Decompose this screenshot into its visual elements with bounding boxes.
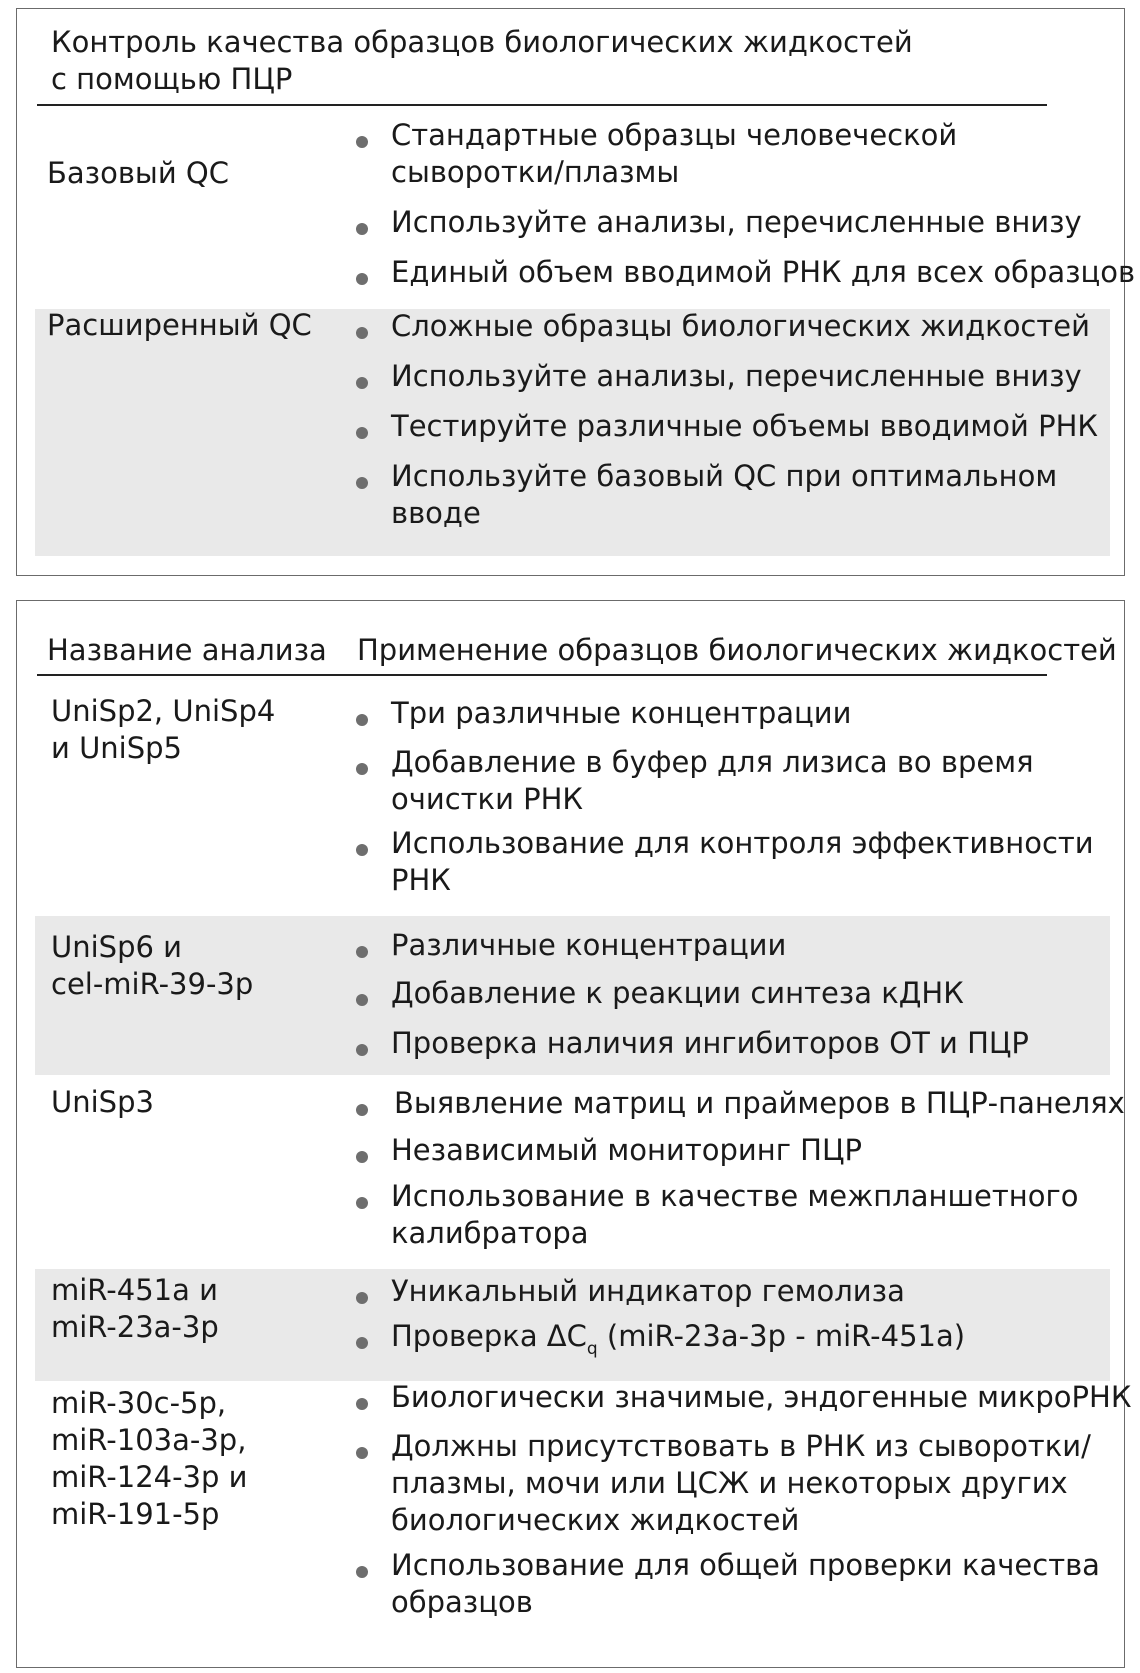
row-label-continued: miR-191-5p [51,1497,220,1531]
row-label: UniSp2, UniSp4 [51,694,276,728]
bullet-icon [356,136,368,148]
list-item: Три различные концентрации [391,696,852,730]
table1-title-line2: с помощью ПЦР [51,62,293,96]
list-item: Использование в качестве межпланшетного [391,1179,1079,1213]
row-label-continued: и UniSp5 [51,731,182,765]
bullet-icon [356,1044,368,1056]
list-item: Используйте анализы, перечисленные внизу [391,205,1082,239]
row-label-continued: cel-miR-39-3p [51,967,254,1001]
bullet-icon [356,377,368,389]
list-item: Проверка наличия ингибиторов ОТ и ПЦР [391,1026,1029,1060]
row-label-continued: miR-124-3p и [51,1460,248,1494]
list-item: Единый объем вводимой РНК для всех образцов [391,255,1136,289]
row-label-continued: miR-23a-3p [51,1310,219,1344]
list-item-continued: калибратора [391,1216,589,1250]
row-label: UniSp3 [51,1085,154,1119]
list-item: Использование для контроля эффективности [391,826,1094,860]
bullet-icon [356,1197,368,1209]
list-item-continued: РНК [391,863,451,897]
list-item: Должны присутствовать в РНК из сыворотки/ [391,1429,1091,1463]
list-item: Выявление матриц и праймеров в ПЦР-панелях [394,1086,1125,1120]
delta-cq-formula: (miR-23a-3p - miR-451a) [597,1319,966,1353]
list-item: Использование для общей проверки качества [391,1548,1100,1582]
list-item: Добавление в буфер для лизиса во время [391,745,1034,779]
table2-header-rule [37,674,1047,676]
list-item-continued: сыворотки/плазмы [391,155,680,189]
bullet-icon [356,844,368,856]
qc-overview-table [16,8,1136,576]
header-application: Применение образцов биологических жидкостей [357,633,1117,667]
bullet-icon [356,223,368,235]
bullet-icon [356,1104,368,1116]
list-item [391,1317,965,1360]
table1-header-rule [37,104,1047,106]
header-assay-name: Название анализа [47,633,327,667]
list-item-continued: плазмы, мочи или ЦСЖ и некоторых других [391,1466,1068,1500]
list-item: Сложные образцы биологических жидкостей [391,309,1090,343]
bullet-icon [356,327,368,339]
row-label-continued: miR-103a-3p, [51,1423,247,1457]
assay-table [16,600,1132,1668]
table1-title-line1: Контроль качества образцов биологических жидкостей [51,25,913,59]
delta-cq-label: Проверка ΔC [391,1319,587,1353]
list-item-continued: очистки РНК [391,782,584,816]
list-item: Стандартные образцы человеческой [391,118,958,152]
list-item: Биологически значимые, эндогенные микроРНК [391,1380,1132,1414]
list-item: Независимый мониторинг ПЦР [391,1133,862,1167]
subscript-q: q [586,1339,598,1359]
list-item: Добавление к реакции синтеза кДНК [391,976,964,1010]
row-label: miR-30c-5p, [51,1386,227,1420]
list-item: Различные концентрации [391,928,787,962]
bullet-icon [356,714,368,726]
bullet-icon [356,1398,368,1410]
bullet-icon [356,273,368,285]
bullet-icon [356,1447,368,1459]
bullet-icon [356,946,368,958]
bullet-icon [356,1566,368,1578]
list-item: Используйте базовый QC при оптимальном [391,459,1058,493]
list-item: Тестируйте различные объемы вводимой РНК [391,409,1098,443]
list-item: Уникальный индикатор гемолиза [391,1274,905,1308]
bullet-icon [356,1151,368,1163]
list-item-continued: образцов [391,1585,533,1619]
bullet-icon [356,763,368,775]
list-item-continued: биологических жидкостей [391,1503,800,1537]
bullet-icon [356,1337,368,1349]
row-label: UniSp6 и [51,930,182,964]
row-label: Расширенный QC [47,308,312,342]
bullet-icon [356,427,368,439]
bullet-icon [356,994,368,1006]
row-label: miR-451a и [51,1273,218,1307]
row-label: Базовый QC [47,156,229,190]
bullet-icon [356,1292,368,1304]
bullet-icon [356,477,368,489]
list-item-continued: вводе [391,496,481,530]
list-item: Используйте анализы, перечисленные внизу [391,359,1082,393]
